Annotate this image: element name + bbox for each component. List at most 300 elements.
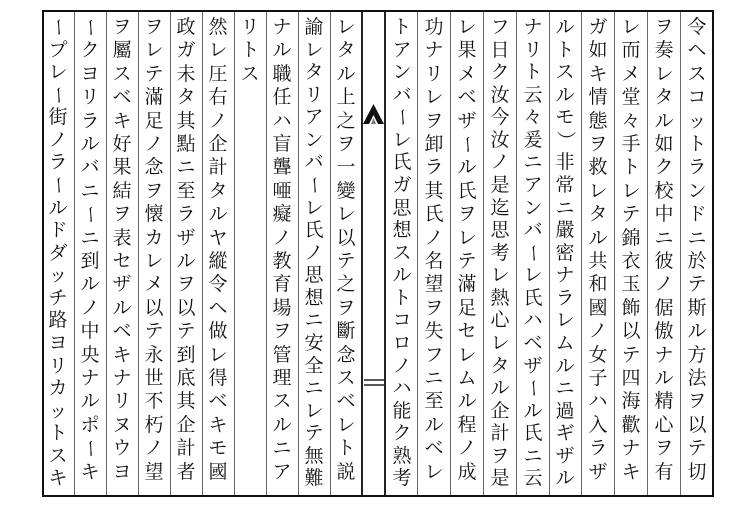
column-character: ス <box>112 62 132 85</box>
column-character: 以 <box>336 226 356 249</box>
column-character: ニ <box>555 196 575 219</box>
column-character: 々 <box>523 106 543 129</box>
column-character: 其 <box>424 179 444 202</box>
column-character: ス <box>687 62 707 85</box>
column-character: ナ <box>621 437 641 460</box>
column-character: 是 <box>490 174 510 196</box>
column-character: 氏 <box>457 179 477 202</box>
column-character: 手 <box>621 133 641 155</box>
column-character: 念 <box>144 156 164 179</box>
column-character: テ <box>457 250 477 272</box>
column-character: ス <box>336 367 356 389</box>
column-character: 懐 <box>144 203 164 226</box>
column-rule <box>266 12 267 495</box>
column-character: 圧 <box>208 62 228 85</box>
column-character: 盲 <box>272 133 292 155</box>
column-character: 思 <box>490 219 510 242</box>
column-character: 名 <box>424 250 444 272</box>
column-character: リ <box>240 16 260 38</box>
column-rule <box>581 12 582 495</box>
column-character: ） <box>554 130 577 150</box>
column-character: レ <box>621 16 641 38</box>
column-character: コ <box>392 309 412 332</box>
column-character: バ <box>304 151 324 174</box>
column-character: ベ <box>112 86 132 109</box>
column-character: 常 <box>555 174 575 196</box>
column-character: 果 <box>457 39 477 62</box>
column-character: 是 <box>490 467 510 490</box>
column-character: 朽 <box>144 413 164 436</box>
column-rule <box>138 12 139 495</box>
column-character: ス <box>392 241 412 264</box>
column-rule <box>234 12 235 495</box>
column-character: リ <box>112 390 132 413</box>
column-character: 非 <box>555 151 575 174</box>
column-character: 令 <box>687 16 707 38</box>
column-character: 教 <box>272 250 292 272</box>
column-character: 精 <box>654 390 674 413</box>
column-rule <box>74 12 75 495</box>
column-character: 理 <box>272 367 292 389</box>
column-character: ニ <box>80 226 100 249</box>
column-character: ル <box>272 413 292 436</box>
column-character: ハ <box>523 309 543 332</box>
column-character: ー <box>456 135 479 155</box>
column-character: 於 <box>687 250 707 272</box>
column-character: 傲 <box>654 320 674 343</box>
column-character: ル <box>654 367 674 389</box>
column-character: リ <box>304 83 324 106</box>
column-character: ー <box>303 175 326 195</box>
column-character: ル <box>654 109 674 132</box>
column-character: 四 <box>621 367 641 389</box>
column-character: 日 <box>490 38 510 61</box>
column-character: 錦 <box>621 226 641 249</box>
column-character: 安 <box>304 332 324 354</box>
column-character: ガ <box>588 16 608 38</box>
column-character: ト <box>392 16 412 38</box>
column-character: 育 <box>272 273 292 296</box>
column-character: 彼 <box>654 250 674 272</box>
text-column <box>236 16 264 492</box>
column-rule <box>549 12 550 495</box>
column-character: ル <box>490 377 510 400</box>
column-character: 海 <box>621 390 641 413</box>
column-character: 國 <box>208 460 228 483</box>
column-character: ヲ <box>490 444 510 467</box>
column-character: 密 <box>555 241 575 264</box>
column-character: セ <box>112 250 132 272</box>
column-character: 子 <box>588 367 608 389</box>
column-character: ナ <box>80 367 100 389</box>
column-character: 過 <box>555 399 575 422</box>
column-character: 得 <box>208 367 228 389</box>
column-character: 計 <box>208 156 228 179</box>
column-character: ー <box>79 205 102 225</box>
column-character: ヲ <box>144 179 164 202</box>
column-character: 到 <box>176 343 196 366</box>
column-character: ス <box>240 62 260 85</box>
column-character: レ <box>48 61 68 84</box>
column-character: 入 <box>588 413 608 436</box>
column-character: 卸 <box>424 133 444 155</box>
column-character: 汝 <box>490 83 510 106</box>
column-character: リ <box>80 86 100 109</box>
column-character: ル <box>336 62 356 85</box>
column-character: 如 <box>588 39 608 62</box>
column-character: ニ <box>304 309 324 332</box>
column-character: 變 <box>336 179 356 202</box>
column-character: ヲ <box>424 296 444 319</box>
column-character: ヲ <box>424 109 444 132</box>
column-character: ト <box>555 38 575 61</box>
column-character: 者 <box>176 460 196 483</box>
column-character: レ <box>457 226 477 249</box>
column-character: 倨 <box>654 296 674 319</box>
text-column <box>332 16 360 492</box>
column-character: ニ <box>424 367 444 389</box>
column-character: ク <box>654 156 674 179</box>
column-character: ヲ <box>112 16 132 38</box>
column-character: 考 <box>490 241 510 264</box>
column-character: ア <box>304 106 324 129</box>
column-character: 法 <box>687 367 707 389</box>
text-column <box>300 16 328 492</box>
column-character: ニ <box>523 444 543 467</box>
column-character: ル <box>687 320 707 343</box>
column-character: レ <box>336 203 356 226</box>
column-character: バ <box>523 219 543 242</box>
column-rule <box>170 12 171 495</box>
column-character: ハ <box>392 377 412 400</box>
column-character: 堂 <box>621 86 641 109</box>
text-column <box>683 16 711 492</box>
column-character: ン <box>523 196 543 219</box>
column-character: ノ <box>490 151 510 174</box>
column-character: タ <box>176 86 196 109</box>
column-character: 云 <box>523 467 543 490</box>
column-character: 望 <box>424 273 444 296</box>
column-character: メ <box>144 273 164 296</box>
column-character: 企 <box>208 133 228 155</box>
column-character: ベ <box>523 332 543 354</box>
column-character: 企 <box>490 399 510 422</box>
column-character: ノ <box>392 354 412 377</box>
column-character: 上 <box>336 86 356 109</box>
column-character: 今 <box>490 106 510 129</box>
column-character: レ <box>654 62 674 85</box>
column-character: ニ <box>304 377 324 400</box>
column-character: ザ <box>176 226 196 249</box>
column-character: リ <box>523 38 543 61</box>
column-character: 斷 <box>336 320 356 343</box>
column-character: 好 <box>112 133 132 155</box>
column-character: 嚴 <box>555 219 575 242</box>
text-column <box>140 16 168 492</box>
column-character: 能 <box>392 399 412 422</box>
column-character: レ <box>457 343 477 366</box>
text-column <box>44 16 72 492</box>
column-character: ル <box>392 264 412 287</box>
column-character: ニ <box>555 377 575 400</box>
column-character: キ <box>112 343 132 366</box>
column-character: レ <box>523 264 543 287</box>
column-rule <box>450 12 451 495</box>
column-character: ル <box>80 390 100 413</box>
column-character: ル <box>457 390 477 413</box>
column-character: ラ <box>80 109 100 132</box>
column-rule <box>516 12 517 495</box>
column-character: 之 <box>336 273 356 296</box>
column-character: レ <box>144 250 164 272</box>
column-character: ベ <box>457 86 477 109</box>
column-character: ザ <box>555 444 575 467</box>
column-character: 央 <box>80 343 100 366</box>
text-column <box>172 16 200 492</box>
column-character: ロ <box>392 332 412 354</box>
column-character: ヲ <box>654 437 674 460</box>
column-character: 唖 <box>272 179 292 202</box>
column-character: バ <box>80 156 100 179</box>
column-character: 然 <box>208 16 228 38</box>
column-character: テ <box>687 273 707 296</box>
column-rule <box>647 12 648 495</box>
text-column <box>617 16 645 492</box>
column-character: キ <box>112 109 132 132</box>
column-character: フ <box>424 343 444 366</box>
column-character: ル <box>112 296 132 319</box>
column-character: 屬 <box>112 39 132 62</box>
column-rule <box>417 12 418 495</box>
column-character: ス <box>272 390 292 413</box>
column-character: バ <box>392 83 412 106</box>
column-character: テ <box>336 250 356 272</box>
column-character: 滿 <box>144 86 164 109</box>
column-character: レ <box>392 128 412 151</box>
column-character: ノ <box>272 226 292 249</box>
column-character: ム <box>555 332 575 354</box>
column-character: ノ <box>48 128 68 151</box>
column-character: 癡 <box>272 203 292 226</box>
column-character: ニ <box>176 156 196 179</box>
column-character: 女 <box>588 343 608 366</box>
column-character: ッ <box>48 264 68 287</box>
column-rule <box>680 12 681 495</box>
column-character: ス <box>555 61 575 84</box>
column-character: 中 <box>80 320 100 343</box>
column-character: ー <box>522 243 545 263</box>
column-character: 一 <box>336 156 356 179</box>
column-character: ニ <box>687 226 707 249</box>
column-character: ヲ <box>457 203 477 226</box>
column-character: レ <box>208 343 228 366</box>
column-character: 足 <box>457 296 477 319</box>
column-character: 諭 <box>304 16 324 38</box>
column-character: ノ <box>304 241 324 264</box>
column-character: 衣 <box>621 250 641 272</box>
column-character: 方 <box>687 343 707 366</box>
column-character: 其 <box>176 109 196 132</box>
column-character: ノ <box>457 437 477 460</box>
column-character: 難 <box>304 467 324 490</box>
column-character: テ <box>304 422 324 445</box>
column-character: ル <box>48 196 68 219</box>
column-character: ガ <box>176 39 196 62</box>
column-character: 情 <box>588 86 608 109</box>
column-character: タ <box>208 179 228 202</box>
column-character: ガ <box>392 174 412 196</box>
column-character: ヲ <box>112 203 132 226</box>
column-character: 想 <box>392 219 412 242</box>
column-character: 氏 <box>304 219 324 242</box>
column-character: ヨ <box>80 62 100 85</box>
column-character: ヲ <box>336 296 356 319</box>
column-character: 結 <box>112 179 132 202</box>
column-character: キ <box>621 460 641 483</box>
column-character: ヲ <box>272 320 292 343</box>
column-character: ア <box>272 460 292 483</box>
text-column <box>204 16 232 492</box>
column-character: キ <box>80 460 100 483</box>
column-character: ニ <box>80 179 100 202</box>
column-character: レ <box>304 196 324 219</box>
column-character: 國 <box>588 296 608 319</box>
column-character: ル <box>555 354 575 377</box>
column-character: 足 <box>144 109 164 132</box>
column-character: 汝 <box>490 128 510 151</box>
column-character: ノ <box>654 273 674 296</box>
column-character: ト <box>392 286 412 309</box>
column-character: レ <box>336 16 356 38</box>
column-character: ト <box>687 133 707 155</box>
column-character: ノ <box>424 226 444 249</box>
column-character: ヲ <box>144 16 164 38</box>
column-character: ン <box>304 128 324 151</box>
column-character: テ <box>176 320 196 343</box>
column-character: タ <box>336 39 356 62</box>
column-character: レ <box>304 38 324 61</box>
column-character: 熱 <box>490 286 510 309</box>
column-character: ベ <box>112 320 132 343</box>
text-column <box>551 16 579 492</box>
column-character: 熟 <box>392 444 412 467</box>
column-character: リ <box>424 62 444 85</box>
column-character: 其 <box>176 390 196 413</box>
column-rule <box>202 12 203 495</box>
column-character: テ <box>144 62 164 85</box>
column-character: ル <box>272 39 292 62</box>
column-character: リ <box>48 354 68 377</box>
column-character: ム <box>457 367 477 389</box>
column-character: プ <box>48 38 68 61</box>
column-character: 中 <box>654 203 674 226</box>
column-character: ハ <box>272 109 292 132</box>
column-character: レ <box>144 39 164 62</box>
fold-bar-mark <box>362 377 385 389</box>
column-character: 以 <box>144 296 164 319</box>
column-character: ル <box>457 156 477 179</box>
column-character: ル <box>176 250 196 272</box>
text-column <box>420 16 448 492</box>
column-character: ヨ <box>112 460 132 483</box>
column-character: 々 <box>621 109 641 132</box>
column-character: レ <box>457 16 477 38</box>
column-character: 有 <box>654 460 674 483</box>
column-character: 歡 <box>621 413 641 436</box>
column-character: ル <box>80 273 100 296</box>
column-character: ド <box>48 219 68 242</box>
column-character: 場 <box>272 296 292 319</box>
column-character: レ <box>336 413 356 436</box>
column-character: 校 <box>654 179 674 202</box>
column-character: ル <box>523 399 543 422</box>
column-character: ナ <box>112 367 132 389</box>
center-fold-right-line <box>384 12 386 495</box>
column-character: ー <box>79 18 102 38</box>
column-character: 全 <box>304 354 324 377</box>
column-character: 之 <box>336 109 356 132</box>
column-character: メ <box>621 62 641 85</box>
column-character: レ <box>304 399 324 422</box>
column-character: カ <box>144 226 164 249</box>
column-character: ッ <box>687 109 707 132</box>
column-character: ト <box>621 156 641 179</box>
text-column <box>650 16 678 492</box>
column-character: 和 <box>588 273 608 296</box>
text-column <box>268 16 296 492</box>
column-character: ー <box>522 378 545 398</box>
column-character: ル <box>208 203 228 226</box>
column-character: 迄 <box>490 196 510 219</box>
column-character: ク <box>80 39 100 62</box>
text-column <box>519 16 547 492</box>
column-character: ギ <box>555 422 575 445</box>
column-character: タ <box>588 203 608 226</box>
column-character: 以 <box>621 320 641 343</box>
column-character: 失 <box>424 320 444 343</box>
column-character: ラ <box>588 437 608 460</box>
column-character: ト <box>48 422 68 445</box>
column-rule <box>298 12 299 495</box>
column-character: ザ <box>588 460 608 483</box>
column-character: 功 <box>424 16 444 38</box>
column-character: 氏 <box>523 286 543 309</box>
column-character: レ <box>208 39 228 62</box>
column-character: ス <box>48 444 68 467</box>
column-character: 思 <box>392 196 412 219</box>
column-character: ノ <box>588 320 608 343</box>
column-character: 心 <box>654 413 674 436</box>
column-character: ノ <box>144 133 164 155</box>
column-character: ク <box>490 61 510 84</box>
column-character: 氏 <box>523 422 543 445</box>
column-rule <box>106 12 107 495</box>
column-character: レ <box>621 179 641 202</box>
column-character: 成 <box>457 460 477 483</box>
column-character: ッ <box>48 399 68 422</box>
column-character: ヤ <box>208 226 228 249</box>
column-character: 考 <box>392 467 412 490</box>
column-character: ル <box>555 83 575 106</box>
column-character: 切 <box>687 460 707 483</box>
column-character: ノ <box>208 109 228 132</box>
column-character: ザ <box>523 354 543 377</box>
column-character: 説 <box>336 460 356 483</box>
column-character: 企 <box>176 413 196 436</box>
column-character: ニ <box>272 437 292 460</box>
column-character: ヨ <box>48 332 68 354</box>
column-character: 計 <box>490 422 510 445</box>
